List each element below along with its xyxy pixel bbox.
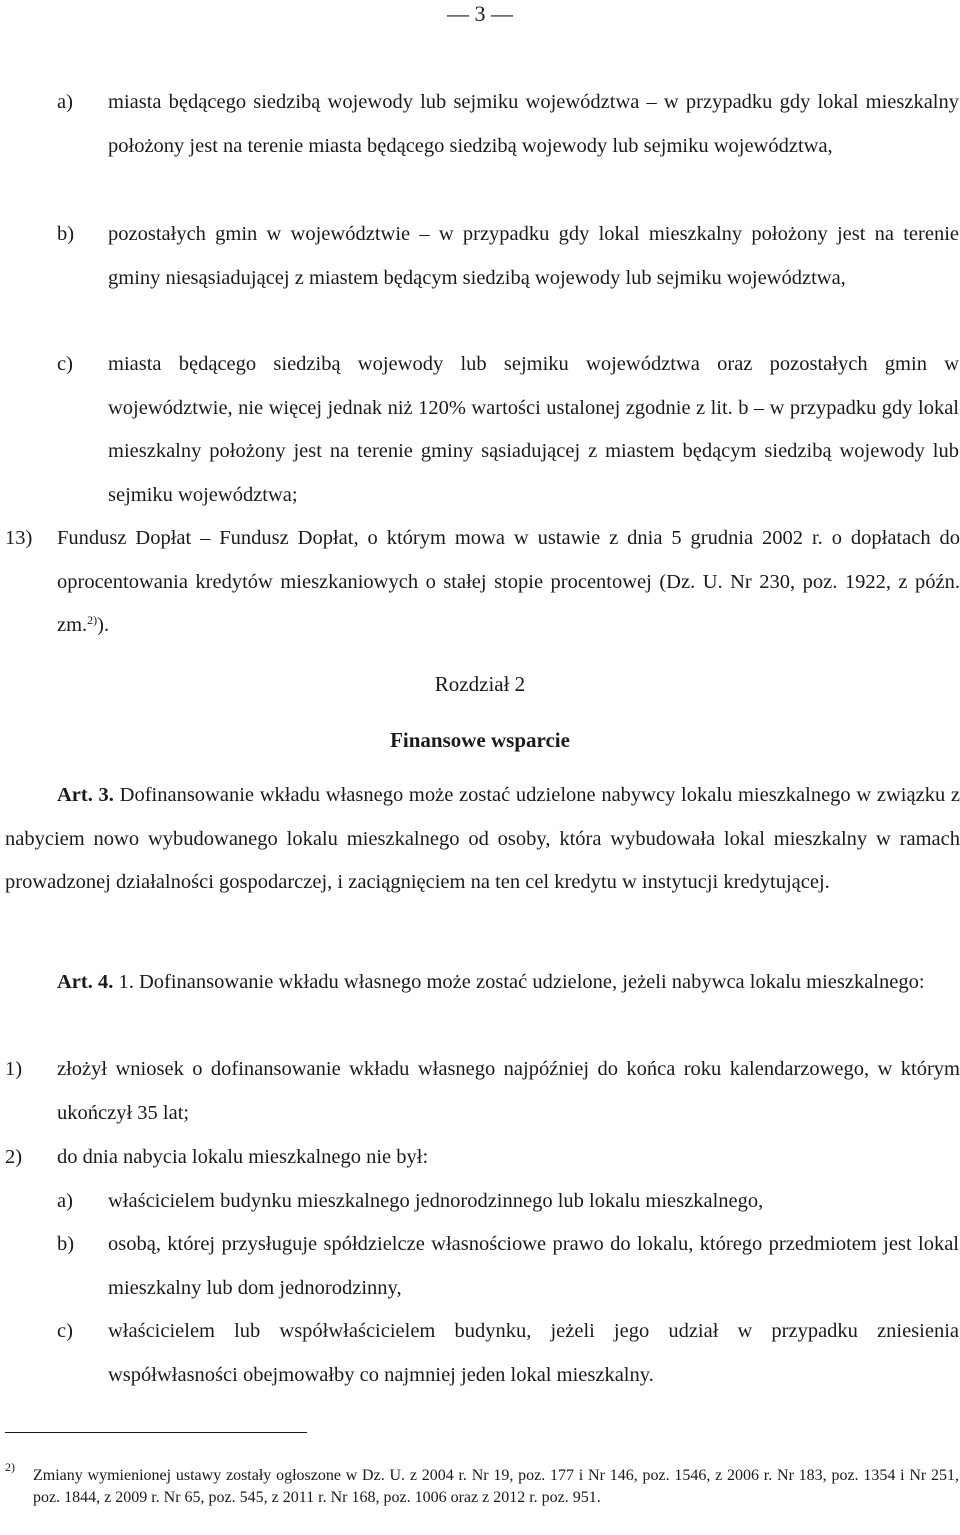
article-4-intro — [5, 961, 960, 1005]
definition-item-13-tail: ). — [97, 614, 110, 636]
list-label-c: c) — [57, 353, 73, 375]
article-4-subitem-a-label: a) — [57, 1190, 73, 1212]
article-4-item-2-label: 2) — [5, 1146, 23, 1168]
chapter-title: Finansowe wsparcie — [390, 728, 570, 752]
list-item-c: miasta będącego siedzibą wojewody lub sejmiku województwa oraz pozostałych gmin w województwie, nie więcej jednak niż 120% wartości ustalonej zgodnie z lit. b – w przypadku gdy lokal mieszkalny położony jest na terenie gminy sąsiadującej z miastem będącym siedzibą wojewody lub sejmiku województwa; — [108, 353, 959, 506]
article-3-text: Dofinansowanie wkładu własnego może zostać udzielone nabywcy lokalu mieszkalnego w związku z nabyciem nowo wybudowanego lokalu mieszkalnego od osoby, która wybudowała lokal mieszkalny w ramach prowadzonej działalności gospodarczej, i zaciągnięciem na ten cel kredytu w instytucji kredytującej. — [5, 784, 960, 893]
definition-item-13-text: Fundusz Dopłat – Fundusz Dopłat, o którym mowa w ustawie z dnia 5 grudnia 2002 r. o dopłatach do oprocentowania kredytów mieszkaniowych o stałej stopie procentowej (Dz. U. Nr 230, poz. 1922, z późn. zm. — [57, 527, 960, 636]
list-label-a: a) — [57, 91, 73, 113]
page-number: — 3 — — [447, 1, 513, 26]
article-4-ust: 1. — [118, 971, 134, 993]
list-label-b: b) — [57, 223, 75, 245]
article-4-text: Dofinansowanie wkładu własnego może zostać udzielone, jeżeli nabywca lokalu mieszkalnego: — [138, 971, 925, 993]
article-4-label: Art. 4. — [57, 971, 114, 993]
article-4-item-1: złożył wniosek o dofinansowanie wkładu własnego najpóźniej do końca roku kalendarzowego, w którym ukończył 35 lat; — [57, 1058, 960, 1124]
article-4-subitem-a: właścicielem budynku mieszkalnego jednorodzinnego lub lokalu mieszkalnego, — [108, 1190, 764, 1212]
article-3 — [5, 774, 960, 905]
list-item-b: pozostałych gmin w województwie – w przypadku gdy lokal mieszkalny położony jest na terenie gminy niesąsiadującej z miastem będącym siedzibą wojewody lub sejmiku województwa, — [108, 223, 959, 289]
article-4-item-1-label: 1) — [5, 1058, 23, 1080]
definition-item-13 — [57, 517, 960, 648]
footnote-mark: 2) — [5, 1460, 15, 1474]
article-4-subitem-b-label: b) — [57, 1233, 75, 1255]
footnote-divider — [5, 1432, 307, 1433]
footnote-ref: 2) — [87, 613, 98, 627]
list-item-a: miasta będącego siedzibą wojewody lub sejmiku województwa – w przypadku gdy lokal mieszkalny położony jest na terenie miasta będącego siedzibą wojewody lub sejmiku województwa, — [108, 91, 959, 157]
article-4-item-2: do dnia nabycia lokalu mieszkalnego nie był: — [57, 1146, 429, 1168]
chapter-number: Rozdział 2 — [434, 672, 526, 696]
article-4-subitem-c: właścicielem lub współwłaścicielem budynku, jeżeli jego udział w przypadku zniesienia współwłasności obejmowałby co najmniej jeden lokal mieszkalny. — [108, 1320, 959, 1386]
article-3-label: Art. 3. — [57, 784, 114, 806]
footnote-text: Zmiany wymienionej ustawy zostały ogłoszone w Dz. U. z 2004 r. Nr 19, poz. 177 i Nr 146, poz. 1546, z 2006 r. Nr 183, poz. 1354 i Nr 251, poz. 1844, z 2009 r. Nr 65, poz. 545, z 2011 r. Nr 168, poz. 1006 oraz z 2012 r. poz. 951. — [33, 1467, 959, 1506]
definition-label-13: 13) — [5, 527, 33, 549]
article-4-subitem-c-label: c) — [57, 1320, 73, 1342]
article-4-subitem-b: osobą, której przysługuje spółdzielcze własnościowe prawo do lokalu, którego przedmiotem jest lokal mieszkalny lub dom jednorodzinny, — [108, 1233, 959, 1299]
